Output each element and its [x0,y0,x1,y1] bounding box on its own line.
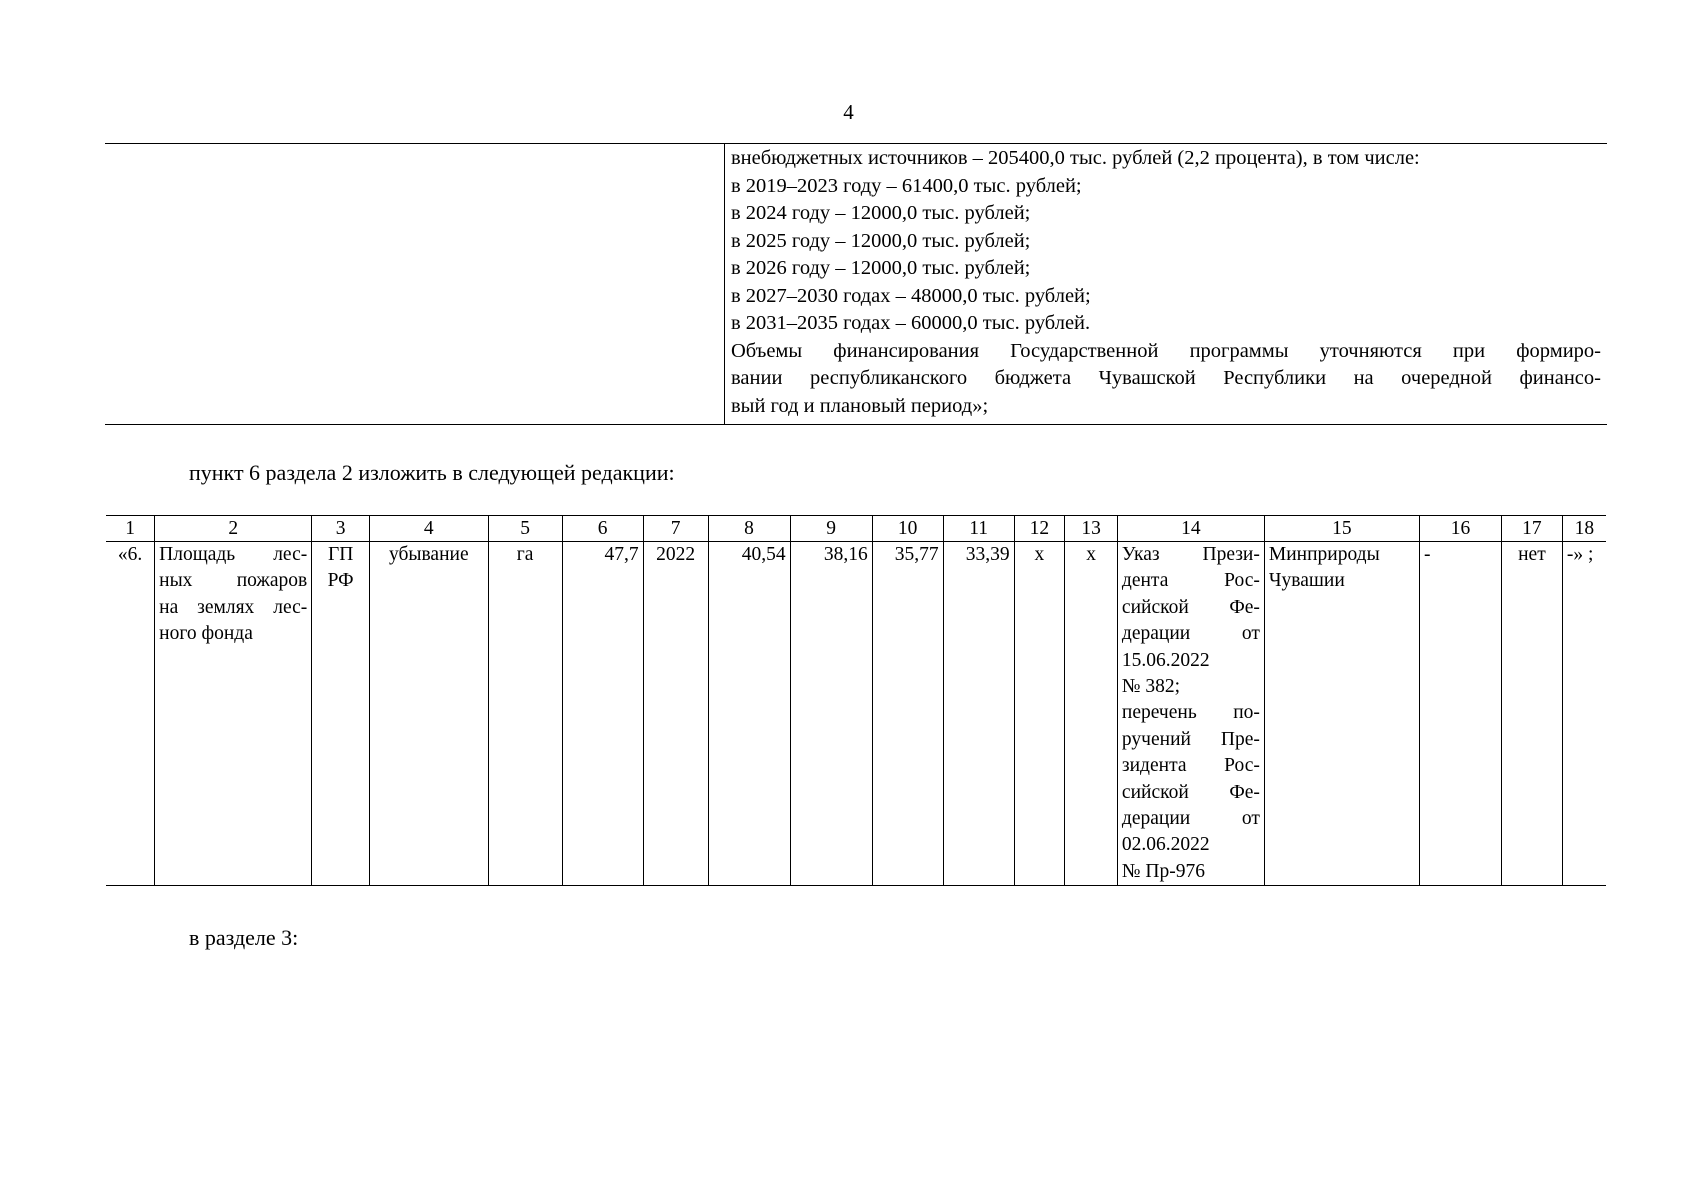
funding-label-cell [105,144,725,424]
column-number: 17 [1502,516,1563,542]
cell-line: Указ Прези- [1121,544,1260,565]
cell-line: № 382; [1121,676,1181,698]
column-number: 7 [643,516,708,542]
column-number: 8 [708,516,790,542]
funding-continuation-table [105,143,1607,425]
column-number: 10 [872,516,943,542]
cell-line: сийской Фе- [1121,596,1260,618]
value-cell: х [1014,542,1065,886]
value-cell: нет [1502,542,1563,886]
cell-line: ного фонда [159,623,253,645]
cell-line: дента Рос- [1121,570,1260,592]
value-cell: 35,77 [872,542,943,886]
cell-line: дерации от [1121,808,1260,830]
value-cell: - [1419,542,1501,886]
cell-line: зидента Рос- [1121,755,1260,777]
base-year-cell: 2022 [643,542,708,886]
column-number: 3 [312,516,370,542]
cell-line: ных пожаров [159,570,308,592]
cell-line: на землях лес- [159,596,308,618]
column-number: 5 [488,516,562,542]
cell-line: Чувашии [1268,570,1345,592]
cell-line: перечень по- [1121,702,1260,724]
indicator-type-cell [312,542,370,886]
funding-line: в 2024 году – 12000,0 тыс. рублей; [731,202,1031,224]
indicator-table [106,515,1606,886]
column-number: 12 [1014,516,1065,542]
funding-line: в 2031–2035 годах – 60000,0 тыс. рублей. [731,312,1091,334]
column-number: 16 [1419,516,1501,542]
indicator-name-cell [155,542,312,886]
table-row [106,542,1606,886]
row-number-cell: «6. [106,542,155,886]
value-cell: 38,16 [790,542,872,886]
trend-cell: убывание [370,542,489,886]
value-cell: 33,39 [943,542,1014,886]
base-value-cell: 47,7 [562,542,643,886]
column-number: 6 [562,516,643,542]
responsible-executor-cell [1264,542,1419,886]
funding-line: Объемы финансирования Государственной программы уточняются при формиро- [731,339,1601,362]
value-cell: х [1065,542,1118,886]
document-basis-cell [1117,542,1264,886]
column-number: 15 [1264,516,1419,542]
value-cell: 40,54 [708,542,790,886]
funding-line: внебюджетных источников – 205400,0 тыс. рублей (2,2 процента), в том числе: [731,147,1420,169]
value-cell: -» ; [1562,542,1606,886]
funding-line: в 2026 году – 12000,0 тыс. рублей; [731,257,1031,279]
funding-text-cell [731,145,1601,420]
column-number: 4 [370,516,489,542]
column-number: 2 [155,516,312,542]
funding-line: в 2027–2030 годах – 48000,0 тыс. рублей; [731,284,1091,307]
column-number: 18 [1562,516,1606,542]
table-header-row [106,516,1606,542]
amendment-paragraph: пункт 6 раздела 2 изложить в следующей редакции: [189,460,675,485]
funding-line: в 2025 году – 12000,0 тыс. рублей; [731,229,1031,252]
cell-line: Площадь лес- [159,544,308,565]
funding-line: вый год и плановый период»; [731,394,989,417]
cell-line: дерации от [1121,623,1260,645]
cell-line: Минприроды [1268,544,1380,565]
page-number: 4 [843,100,854,124]
cell-line: ручений Пре- [1121,728,1260,750]
cell-line: РФ [327,570,354,592]
column-number: 14 [1117,516,1264,542]
amendment-paragraph: в разделе 3: [189,925,299,950]
cell-line: сийской Фе- [1121,781,1260,803]
cell-line: 15.06.2022 [1121,649,1210,671]
cell-line: ГП [327,544,354,565]
column-number: 9 [790,516,872,542]
column-number: 13 [1065,516,1118,542]
funding-line: вании республиканского бюджета Чувашской Республики на очередной финансо- [731,367,1601,389]
cell-line: 02.06.2022 [1121,834,1210,856]
column-number: 11 [943,516,1014,542]
cell-line: № Пр-976 [1121,860,1205,882]
funding-line: в 2019–2023 году – 61400,0 тыс. рублей; [731,174,1082,197]
column-number: 1 [106,516,155,542]
unit-cell: га [488,542,562,886]
